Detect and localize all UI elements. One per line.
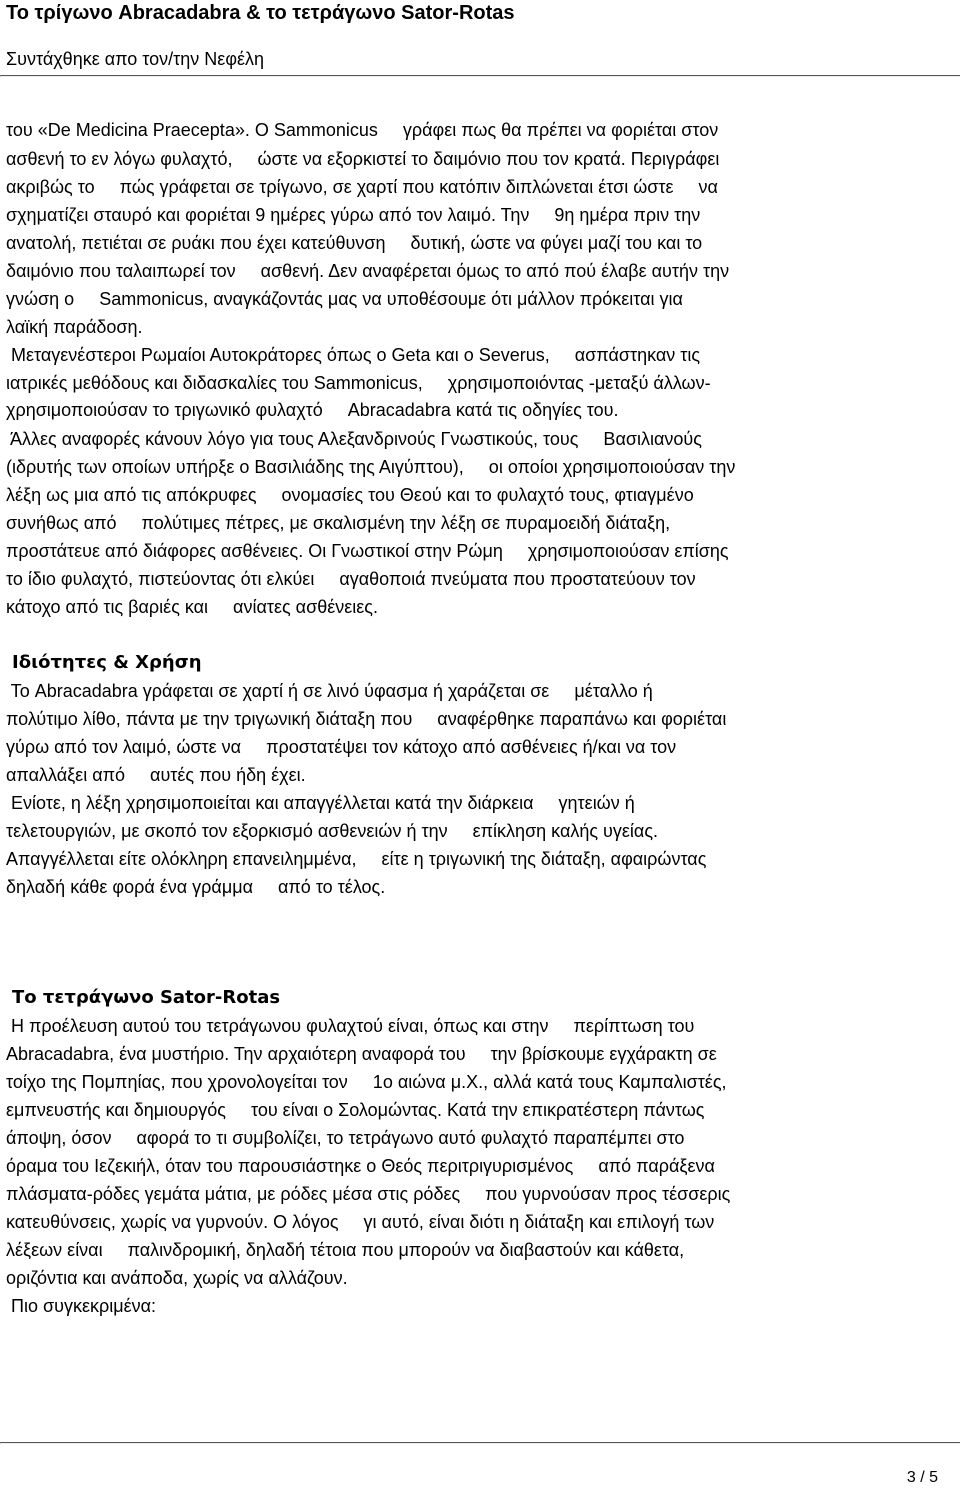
paragraph-line: ιατρικές μεθόδους και διδασκαλίες του Sammonicus, χρησιμοποιόντας -μεταξύ άλλων-: [6, 373, 711, 393]
paragraph-line: το ίδιο φυλαχτό, πιστεύοντας ότι ελκύει αγαθοποιά πνεύματα που προστατεύουν τον: [6, 569, 696, 589]
paragraph-line: σχηματίζει σταυρό και φοριέται 9 ημέρες γύρω από τον λαιμό. Την 9η ημέρα πριν την: [6, 205, 701, 225]
paragraph-line: δαιμόνιο που ταλαιπωρεί τον ασθενή. Δεν αναφέρεται όμως το από πού έλαβε αυτήν την: [6, 261, 730, 281]
paragraph-line: κάτοχο από τις βαριές και ανίατες ασθένειες.: [6, 597, 378, 617]
paragraph-line: του «De Medicina Praecepta». Ο Sammonicus γράφει πως θα πρέπει να φοριέται στον: [6, 120, 719, 140]
paragraph-line: γύρω από τον λαιμό, ώστε να προστατέψει τον κάτοχο από ασθένειες ή/και να τον: [6, 737, 677, 757]
paragraph-line: συνήθως από πολύτιμες πέτρες, με σκαλισμένη την λέξη σε πυραμοειδή διάταξη,: [6, 513, 671, 533]
document-title: Το τρίγωνο Abracadabra & το τετράγωνο Sator-Rotas: [6, 2, 515, 24]
paragraph-line: άποψη, όσον αφορά το τι συμβολίζει, το τετράγωνο αυτό φυλαχτό παραπέμπει στο: [6, 1128, 685, 1148]
paragraph-line: Πιο συγκεκριμένα:: [6, 1296, 157, 1316]
paragraph-line: Abracadabra, ένα μυστήριο. Την αρχαιότερη αναφορά του την βρίσκουμε εγχάρακτη σε: [6, 1044, 717, 1064]
paragraph-line: λαϊκή παράδοση.: [6, 317, 143, 337]
page-number: 3 / 5: [906, 1469, 938, 1486]
section-heading: Το τετράγωνο Sator-Rotas: [12, 987, 281, 1008]
paragraph-line: ανατολή, πετιέται σε ρυάκι που έχει κατεύθυνση δυτική, ώστε να φύγει μαζί του και το: [6, 233, 703, 253]
paragraph-line: οριζόντια και ανάποδα, χωρίς να αλλάζουν.: [6, 1268, 348, 1288]
header-divider: [0, 75, 960, 77]
paragraph-line: χρησιμοποιούσαν το τριγωνικό φυλαχτό Abracadabra κατά τις οδηγίες του.: [6, 400, 619, 420]
paragraph-line: Το Abracadabra γράφεται σε χαρτί ή σε λινό ύφασμα ή χαράζεται σε μέταλλο ή: [6, 681, 653, 701]
footer-divider: [0, 1442, 960, 1444]
paragraph-line: Η προέλευση αυτού του τετράγωνου φυλαχτού είναι, όπως και στην περίπτωση του: [6, 1016, 695, 1036]
paragraph-line: γνώση ο Sammonicus, αναγκάζοντάς μας να υποθέσουμε ότι μάλλον πρόκειται για: [6, 289, 683, 309]
paragraph-line: εμπνευστής και δημιουργός του είναι ο Σολομώντας. Κατά την επικρατέστερη πάντως: [6, 1100, 705, 1120]
paragraph-line: ακριβώς το πώς γράφεται σε τρίγωνο, σε χαρτί που κατόπιν διπλώνεται έτσι ώστε να: [6, 177, 718, 197]
paragraph-line: Ενίοτε, η λέξη χρησιμοποιείται και απαγγέλλεται κατά την διάρκεια γητειών ή: [6, 793, 635, 813]
document-author: Συντάχθηκε απο τον/την Νεφέλη: [6, 49, 265, 69]
paragraph-line: όραμα του Ιεζεκιήλ, όταν του παρουσιάστηκε ο Θεός περιτριγυρισμένος από παράξενα: [6, 1156, 715, 1176]
paragraph-line: απαλλάξει από αυτές που ήδη έχει.: [6, 765, 306, 785]
paragraph-line: τελετουργιών, με σκοπό τον εξορκισμό ασθενειών ή την επίκληση καλής υγείας.: [6, 821, 659, 841]
paragraph-line: κατευθύνσεις, χωρίς να γυρνούν. Ο λόγος γι αυτό, είναι διότι η διάταξη και επιλογή των: [6, 1212, 715, 1232]
paragraph-line: προστάτευε από διάφορες ασθένειες. Οι Γνωστικοί στην Ρώμη χρησιμοποιούσαν επίσης: [6, 541, 729, 561]
paragraph-line: τοίχο της Πομπηίας, που χρονολογείται τον 1ο αιώνα μ.Χ., αλλά κατά τους Καμπαλιστές,: [6, 1072, 727, 1092]
section-heading: Ιδιότητες & Χρήση: [12, 652, 202, 673]
paragraph-line: δηλαδή κάθε φορά ένα γράμμα από το τέλος.: [6, 877, 386, 897]
paragraph-line: πλάσματα-ρόδες γεμάτα μάτια, με ρόδες μέσα στις ρόδες που γυρνούσαν προς τέσσερις: [6, 1184, 731, 1204]
paragraph-line: λέξεων είναι παλινδρομική, δηλαδή τέτοια που μπορούν να διαβαστούν και κάθετα,: [6, 1240, 685, 1260]
paragraph-line: πολύτιμο λίθο, πάντα με την τριγωνική διάταξη που αναφέρθηκε παραπάνω και φοριέται: [6, 709, 727, 729]
paragraph-line: Απαγγέλλεται είτε ολόκληρη επανειλημμένα, είτε η τριγωνική της διάταξη, αφαιρώντας: [6, 849, 707, 869]
paragraph-line: Μεταγενέστεροι Ρωμαίοι Αυτοκράτορες όπως ο Geta και ο Severus, ασπάστηκαν τις: [6, 345, 701, 365]
paragraph-line: Άλλες αναφορές κάνουν λόγο για τους Αλεξανδρινούς Γνωστικούς, τους Βασιλιανούς: [6, 429, 702, 449]
paragraph-line: ασθενή το εν λόγω φυλαχτό, ώστε να εξορκιστεί το δαιμόνιο που τον κρατά. Περιγράφει: [6, 149, 720, 169]
paragraph-line: λέξη ως μια από τις απόκρυφες ονομασίες του Θεού και το φυλαχτό τους, φτιαγμένο: [6, 485, 694, 505]
paragraph-line: (ιδρυτής των οποίων υπήρξε ο Βασιλιάδης της Αιγύπτου), οι οποίοι χρησιμοποιούσαν την: [6, 457, 736, 477]
